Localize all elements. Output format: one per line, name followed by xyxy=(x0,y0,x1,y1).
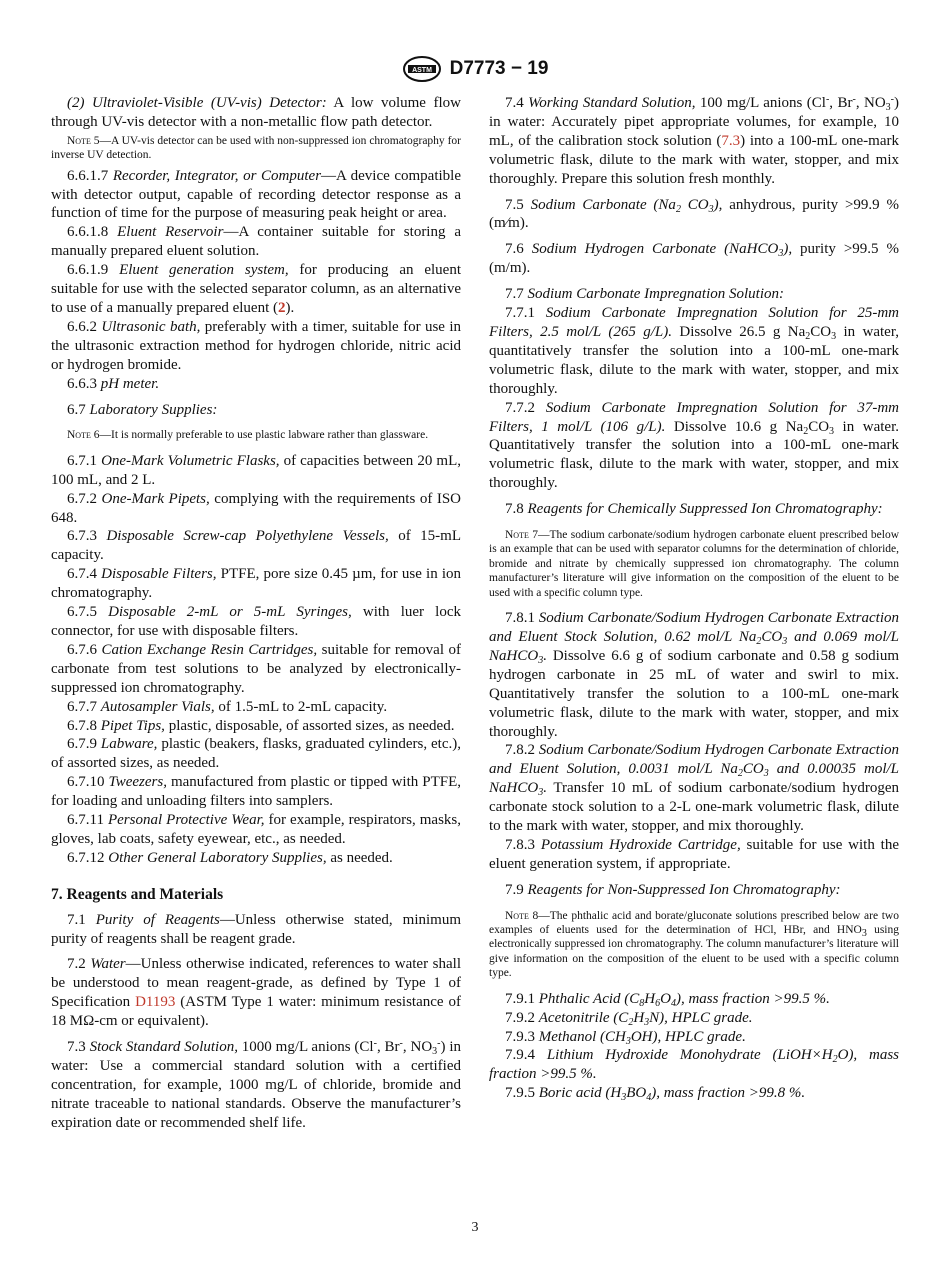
astm-logo-icon xyxy=(402,55,442,83)
paragraph-7-1: 7.1 Purity of Reagents—Unless otherwise stated, minimum purity of reagents shall be reagent grade. xyxy=(51,911,461,947)
paragraph-7-4: 7.4 Working Standard Solution, 100 mg/L anions (Cl-, Br-, $NO_3^-$) in water: Accurately pipet appropriate volumes, for example, 10 mL, of the calibration stock solution (7.3) into a 100-mL one-mark volumetric flask, dilute to the mark with water, stopper, and mix thoroughly. Prepare this solution fresh monthly. xyxy=(489,94,899,187)
note-8: Note 8—The phthalic acid and borate/gluconate solutions prescribed below are two examples of eluents used for the determination of HCl, HBr, and $HNO_3$ using electronically suppressed ion chromatography. The column manufacturer’s literature will give information on the composition of the eluent to be used with a specific column type. xyxy=(489,909,899,980)
reference-link-d1193[interactable]: D1193 xyxy=(135,994,176,1011)
paragraph-6-7-6: 6.7.6 Cation Exchange Resin Cartridges, suitable for removal of carbonate from test solutions to be analyzed by electronically-suppressed ion chromatography. xyxy=(51,641,462,696)
note-7: Note 7—The sodium carbonate/sodium hydrogen carbonate eluent prescribed below is an example that can be used with separator columns for the determination of chloride, bromide and nitrate by chemically suppressed ion chromatography. The column manufacturer’s literature will give information on the composition of the eluent to be used with a specific column type. xyxy=(489,529,900,599)
paragraph-7-6: 7.6 Sodium Hydrogen Carbonate (NaHCO$_3$), purity >99.5 % (m/m). xyxy=(489,241,899,277)
paragraph-7-9-5: 7.9.5 Boric acid $(H_3BO_4)$, mass fraction >99.8 %. xyxy=(505,1085,806,1104)
paragraph-7-8: 7.8 Reagents for Chemically Suppressed Ion Chromatography: xyxy=(505,501,883,518)
paragraph-6-6-2: 6.6.2 Ultrasonic bath, preferably with a timer, suitable for use in the ultrasonic extraction method for hydrogen chloride, nitric acid or hydrogen bromide. xyxy=(51,318,461,373)
paragraph-7-9-4: 7.9.4 Lithium Hydroxide Monohydrate $(LiOH\times H_2O)$, mass fraction >99.5 %. xyxy=(489,1047,900,1083)
note-5: Note 5—A UV-vis detector can be used with non-suppressed ion chromatography for inverse UV detection. xyxy=(51,134,462,162)
paragraph-6-7-2: 6.7.2 One-Mark Pipets, complying with the requirements of ISO 648. xyxy=(51,490,462,526)
paragraph-6-6-1-8: 6.6.1.8 Eluent Reservoir—A container suitable for storing a manually prepared eluent solution. xyxy=(51,224,461,260)
paragraph-6-7-5: 6.7.5 Disposable 2-mL or 5-mL Syringes, with luer lock connector, for use with disposable filters. xyxy=(51,604,461,639)
paragraph-7-9: 7.9 Reagents for Non-Suppressed Ion Chromatography: xyxy=(505,881,841,898)
note-6: Note 6—It is normally preferable to use plastic labware rather than glassware. xyxy=(67,429,429,442)
paragraph-7-2: 7.2 Water—Unless otherwise indicated, references to water shall be understood to mean reagent-grade, as defined by Type 1 of Specification D1193 (ASTM Type 1 water: minimum resistance of 18 MΩ-cm or equivalent). xyxy=(51,956,462,1030)
paragraph-7-8-1: 7.8.1 Sodium Carbonate/Sodium Hydrogen Carbonate Extraction and Eluent Stock Solution, 0.62 mol/L $Na_2CO_3$ and 0.069 mol/L NaHCO$_3$. Dissolve 6.6 g of sodium carbonate and 0.58 g sodium hydrogen carbonate in 25 mL of water and swirl to mix. Quantitatively transfer the solution to a 100-mL one-mark volumetric flask, dilute to the mark with water, stopper, and mix thoroughly. xyxy=(489,610,899,740)
reference-link-7-3[interactable]: 7.3 xyxy=(721,132,741,149)
paragraph-7-8-3: 7.8.3 Potassium Hydroxide Cartridge, suitable for use with the eluent generation system, if appropriate. xyxy=(489,836,900,872)
paragraph-7-7: 7.7 Sodium Carbonate Impregnation Solution: xyxy=(505,286,785,303)
paragraph-6-7-7: 6.7.7 Autosampler Vials, of 1.5-mL to 2-mL capacity. xyxy=(67,698,388,715)
paragraph-6-7-11: 6.7.11 Personal Protective Wear, for example, respirators, masks, gloves, lab coats, safety eyewear, etc., as needed. xyxy=(51,812,461,847)
page-header xyxy=(0,55,950,83)
paragraph-6-7: 6.7 Laboratory Supplies: xyxy=(67,401,218,418)
paragraph-6-7-1: 6.7.1 One-Mark Volumetric Flasks, of capacities between 20 mL, 100 mL, and 2 L. xyxy=(51,452,461,488)
reference-link-2[interactable]: 2 xyxy=(278,299,286,316)
paragraph-6-7-3: 6.7.3 Disposable Screw-cap Polyethylene Vessels, of 15-mL capacity. xyxy=(51,528,461,564)
paragraph-6-7-9: 6.7.9 Labware, plastic (beakers, flasks, graduated cylinders, etc.), of assorted sizes, as needed. xyxy=(51,736,461,772)
svg-text:ASTM: ASTM xyxy=(411,67,432,74)
document-number: D7773 − 19 xyxy=(449,58,549,79)
paragraph-6-7-8: 6.7.8 Pipet Tips, plastic, disposable, of assorted sizes, as needed. xyxy=(67,717,455,734)
paragraph-7-8-2: 7.8.2 Sodium Carbonate/Sodium Hydrogen Carbonate Extraction and Eluent Solution, 0.0031 mol/L $Na_2CO_3$ and 0.00035 mol/L NaHCO$_3$. Transfer 10 mL of sodium carbonate/sodium hydrogen carbonate stock solution to a 2-L one-mark volumetric flask, dilute to the mark with water, stopper, and mix thoroughly. xyxy=(489,742,900,835)
left-column xyxy=(51,94,461,1133)
paragraph-uv-detector: (2) Ultraviolet-Visible (UV-vis) Detector: A low volume flow through UV-vis detector with a non-metallic flow path detector. xyxy=(51,95,461,130)
paragraph-6-6-3: 6.6.3 pH meter. xyxy=(67,375,160,392)
paragraph-6-6-1-7: 6.6.1.7 Recorder, Integrator, or Computer—A device compatible with detector output, capable of recording detector response as a function of time for the purpose of measuring peak height or area. xyxy=(51,167,461,222)
right-column xyxy=(489,94,899,1103)
paragraph-6-7-4: 6.7.4 Disposable Filters, PTFE, pore size 0.45 µm, for use in ion chromatography. xyxy=(51,566,461,602)
paragraph-7-9-2: 7.9.2 Acetonitrile $(C_2H_3N)$, HPLC grade. xyxy=(505,1009,753,1028)
paragraph-7-7-2: 7.7.2 Sodium Carbonate Impregnation Solution for 37-mm Filters, 1 mol/L (106 g/L). Dissolve 10.6 g $Na_2CO_3$ in water. Quantitatively transfer the solution into a 100-mL one-mark volumetric flask, dilute to the mark with water, stopper, and mix thoroughly. xyxy=(489,399,900,492)
paragraph-6-6-1-9: 6.6.1.9 Eluent generation system, for producing an eluent suitable for use with the selected separator column, as an alternative to use of a manually prepared eluent (2). xyxy=(51,262,462,316)
page-number: 3 xyxy=(471,1220,479,1235)
paragraph-7-3: 7.3 Stock Standard Solution, 1000 mg/L anions (Cl-, Br-, $NO_3^-$) in water: Use a commercial standard solution with a certified concentration, for example, 1000 mg/L of chloride, bromide and nitrate traceable to national standards. Observe the manufacturer’s expiration date or recommended shelf life. xyxy=(51,1038,462,1131)
paragraph-7-5: 7.5 Sodium Carbonate ($Na_2$ $CO_3$), anhydrous, purity >99.9 % (m⁄m). xyxy=(489,196,900,232)
paragraph-6-7-10: 6.7.10 Tweezers, manufactured from plastic or tipped with PTFE, for loading and unloading filters into samplers. xyxy=(51,774,462,810)
section-heading-7: 7. Reagents and Materials xyxy=(51,885,224,903)
paragraph-7-9-3: 7.9.3 Methanol $(CH_3OH)$, HPLC grade. xyxy=(505,1028,746,1047)
paragraph-6-7-12: 6.7.12 Other General Laboratory Supplies, as needed. xyxy=(67,849,393,866)
paragraph-7-7-1: 7.7.1 Sodium Carbonate Impregnation Solution for 25-mm Filters, 2.5 mol/L (265 g/L). Dissolve 26.5 g $Na_2CO_3$ in water, quantitatively transfer the solution into a 100-mL one-mark volumetric flask, dilute to the mark with water, stopper, and mix thoroughly. xyxy=(489,305,900,397)
paragraph-7-9-1: 7.9.1 Phthalic Acid $(C_8H_6O_4)$, mass fraction >99.5 %. xyxy=(505,990,830,1009)
